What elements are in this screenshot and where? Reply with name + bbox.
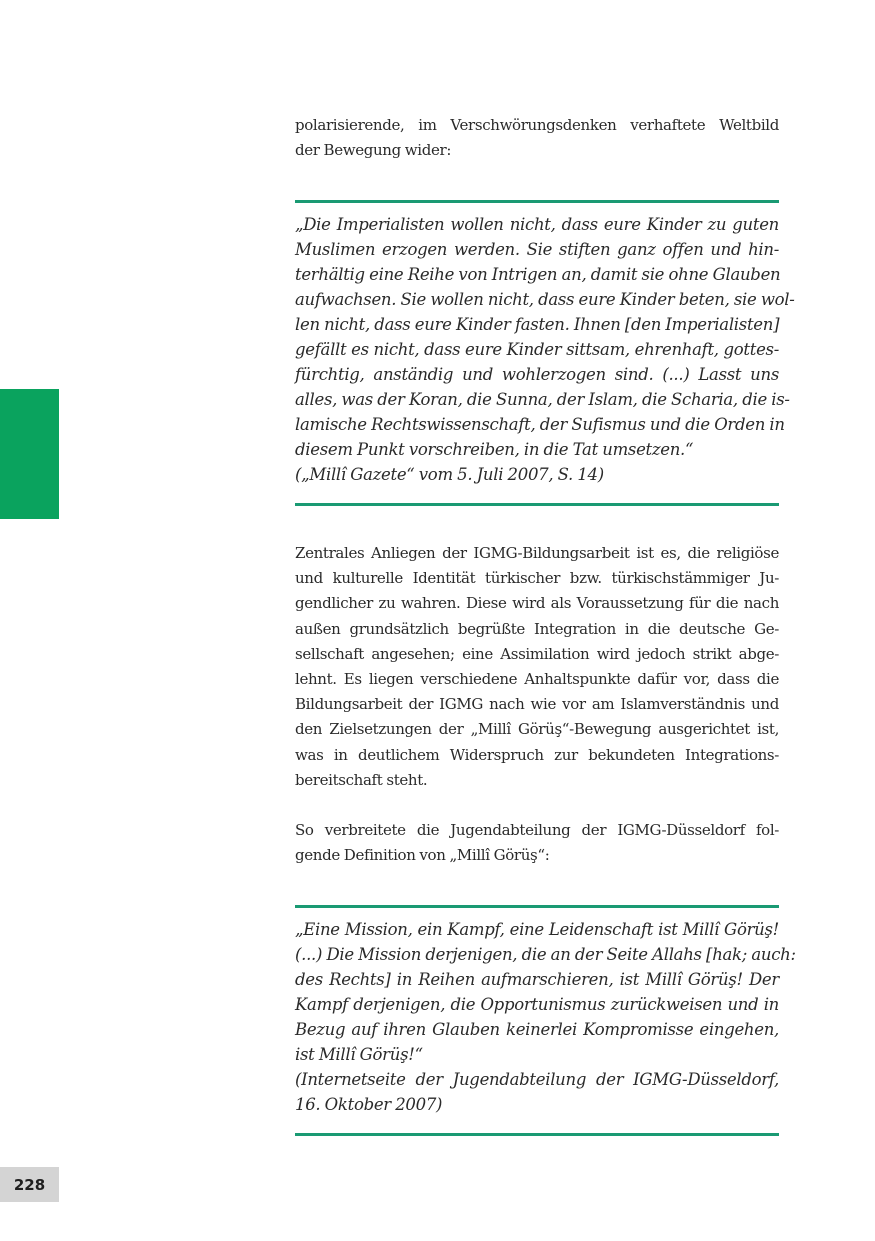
quote-rule-bottom: [295, 1133, 779, 1136]
quote-line: alles, was der Koran, die Sunna, der Islam, die Scharia, die is-: [295, 390, 790, 409]
page-number: 228: [0, 1167, 59, 1202]
text-line: So verbreitete die Jugendabteilung der IGMG-Düsseldorf fol-: [295, 821, 779, 839]
quote-rule-top: [295, 905, 779, 908]
text-line: lehnt. Es liegen verschiedene Anhaltspunkte dafür vor, dass die: [295, 670, 779, 689]
text-line: polarisierende, im Verschwörungsdenken verhaftete Weltbild: [295, 116, 779, 134]
quote-line: aufwachsen. Sie wollen nicht, dass eure Kinder beten, sie wol-: [295, 290, 795, 309]
text-line: der Bewegung wider:: [295, 141, 452, 160]
text-line: gendlicher zu wahren. Diese wird als Voraussetzung für die nach: [295, 594, 779, 613]
quote-line: gefällt es nicht, dass eure Kinder sittsam, ehrenhaft, gottes-: [295, 340, 779, 359]
quote-source: (Internetseite der Jugendabteilung der IGMG-Düsseldorf,: [295, 1070, 779, 1089]
quote-line: „Eine Mission, ein Kampf, eine Leidenschaft ist Millî Görüş!: [295, 920, 779, 939]
quote-source: („Millî Gazete“ vom 5. Juli 2007, S. 14): [295, 465, 604, 484]
intro-paragraph: [295, 113, 779, 163]
quote-line: lamische Rechtswissenschaft, der Sufismus und die Orden in: [295, 415, 785, 434]
text-line: Bildungsarbeit der IGMG nach wie vor am Islamverständnis und: [295, 695, 779, 714]
quote-rule-top: [295, 200, 779, 203]
text-line: und kulturelle Identität türkischer bzw. türkischstämmiger Ju-: [295, 569, 779, 588]
quote-line: terhältig eine Reihe von Intrigen an, damit sie ohne Glauben: [295, 265, 781, 284]
quote-line: Kampf derjenigen, die Opportunismus zurückweisen und in: [295, 995, 779, 1014]
text-line: gende Definition von „Millî Görüş“:: [295, 846, 550, 865]
body-paragraph-definition: [295, 818, 779, 868]
text-line: außen grundsätzlich begrüßte Integration in die deutsche Ge-: [295, 619, 779, 638]
quote-source: 16. Oktober 2007): [295, 1095, 443, 1114]
quote-line: fürchtig, anständig und wohlerzogen sind. (...) Lasst uns: [295, 365, 779, 384]
quote-line: ist Millî Görüş!“: [295, 1045, 423, 1064]
quote-line: diesem Punkt vorschreiben, in die Tat umsetzen.“: [295, 440, 694, 459]
text-line: was in deutlichem Widerspruch zur bekundeten Integrations-: [295, 745, 779, 764]
text-line: sellschaft angesehen; eine Assimilation wird jedoch strikt abge-: [295, 644, 779, 663]
chapter-tab-marker: [0, 389, 59, 519]
quote-line: len nicht, dass eure Kinder fasten. Ihnen [den Imperialisten]: [295, 315, 780, 334]
text-line: den Zielsetzungen der „Millî Görüş“-Bewegung ausgerichtet ist,: [295, 720, 779, 739]
quote-line: (...) Die Mission derjenigen, die an der Seite Allahs [hak; auch:: [295, 945, 796, 964]
quote-line: Muslimen erzogen werden. Sie stiften ganz offen und hin-: [295, 240, 779, 259]
quote-line: Bezug auf ihren Glauben keinerlei Kompromisse eingehen,: [295, 1020, 779, 1039]
body-paragraph-bildungsarbeit: [295, 541, 779, 793]
blockquote-jugendabteilung: [295, 917, 796, 1117]
quote-rule-bottom: [295, 503, 779, 506]
quote-line: des Rechts] in Reihen aufmarschieren, ist Millî Görüş! Der: [295, 970, 779, 989]
blockquote-milli-gazete: [295, 212, 795, 487]
text-line: bereitschaft steht.: [295, 770, 428, 789]
text-line: Zentrales Anliegen der IGMG-Bildungsarbeit ist es, die religiöse: [295, 544, 779, 562]
quote-line: „Die Imperialisten wollen nicht, dass eure Kinder zu guten: [295, 215, 779, 234]
